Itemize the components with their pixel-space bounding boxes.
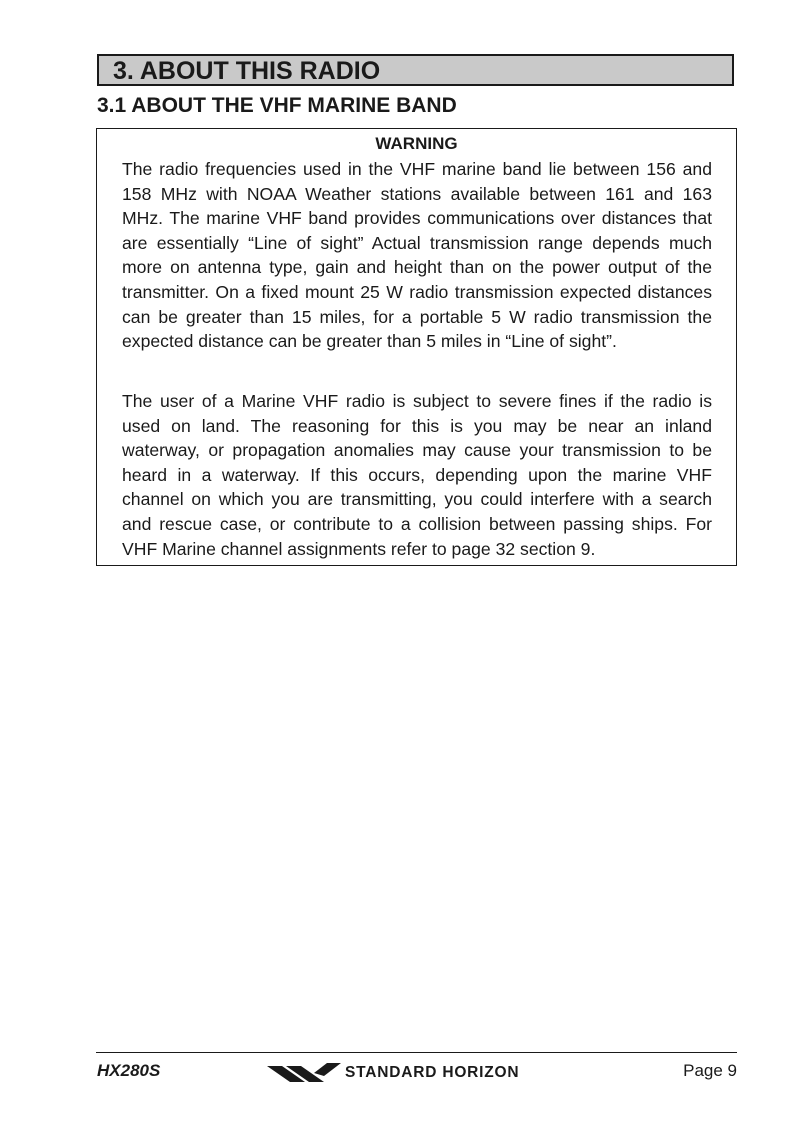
warning-paragraph: The radio frequencies used in the VHF marine band lie between 156 and 158 MHz with NOAA Weather stations available between 161 and 163 MHz. The marine VHF band provides communications over distances that are essentially “Line of sight” Actual transmission range depends much more on antenna type, gain and height than on the power output of the transmitter. On a fixed mount 25 W radio transmission expected distances can be greater than 15 miles, for a portable 5 W radio transmission the expected distance can be greater than 5 miles in “Line of sight”. [122, 159, 712, 352]
warning-title: WARNING [375, 134, 458, 153]
page-number: Page 9 [683, 1061, 737, 1080]
chapter-header-bar [97, 54, 734, 86]
warning-paragraph: The user of a Marine VHF radio is subject to severe fines if the radio is used on land. The reasoning for this is you may be near an inland waterway, or propagation anomalies may cause your transmission to be heard in a waterway. If this occurs, depending upon the marine VHF channel on which you are transmitting, you could interfere with a search and rescue case, or contribute to a collision between passing ships. For VHF Marine channel assignments refer to page 32 section 9. [122, 391, 712, 559]
section-title: 3.1 ABOUT THE VHF MARINE BAND [97, 94, 457, 117]
model-name: HX280S [97, 1061, 161, 1080]
chapter-title: 3. ABOUT THIS RADIO [113, 57, 381, 85]
footer-divider [96, 1052, 737, 1053]
brand-name: STANDARD HORIZON [345, 1064, 520, 1081]
warning-box [96, 128, 737, 566]
standard-horizon-logo-icon [267, 1061, 341, 1085]
